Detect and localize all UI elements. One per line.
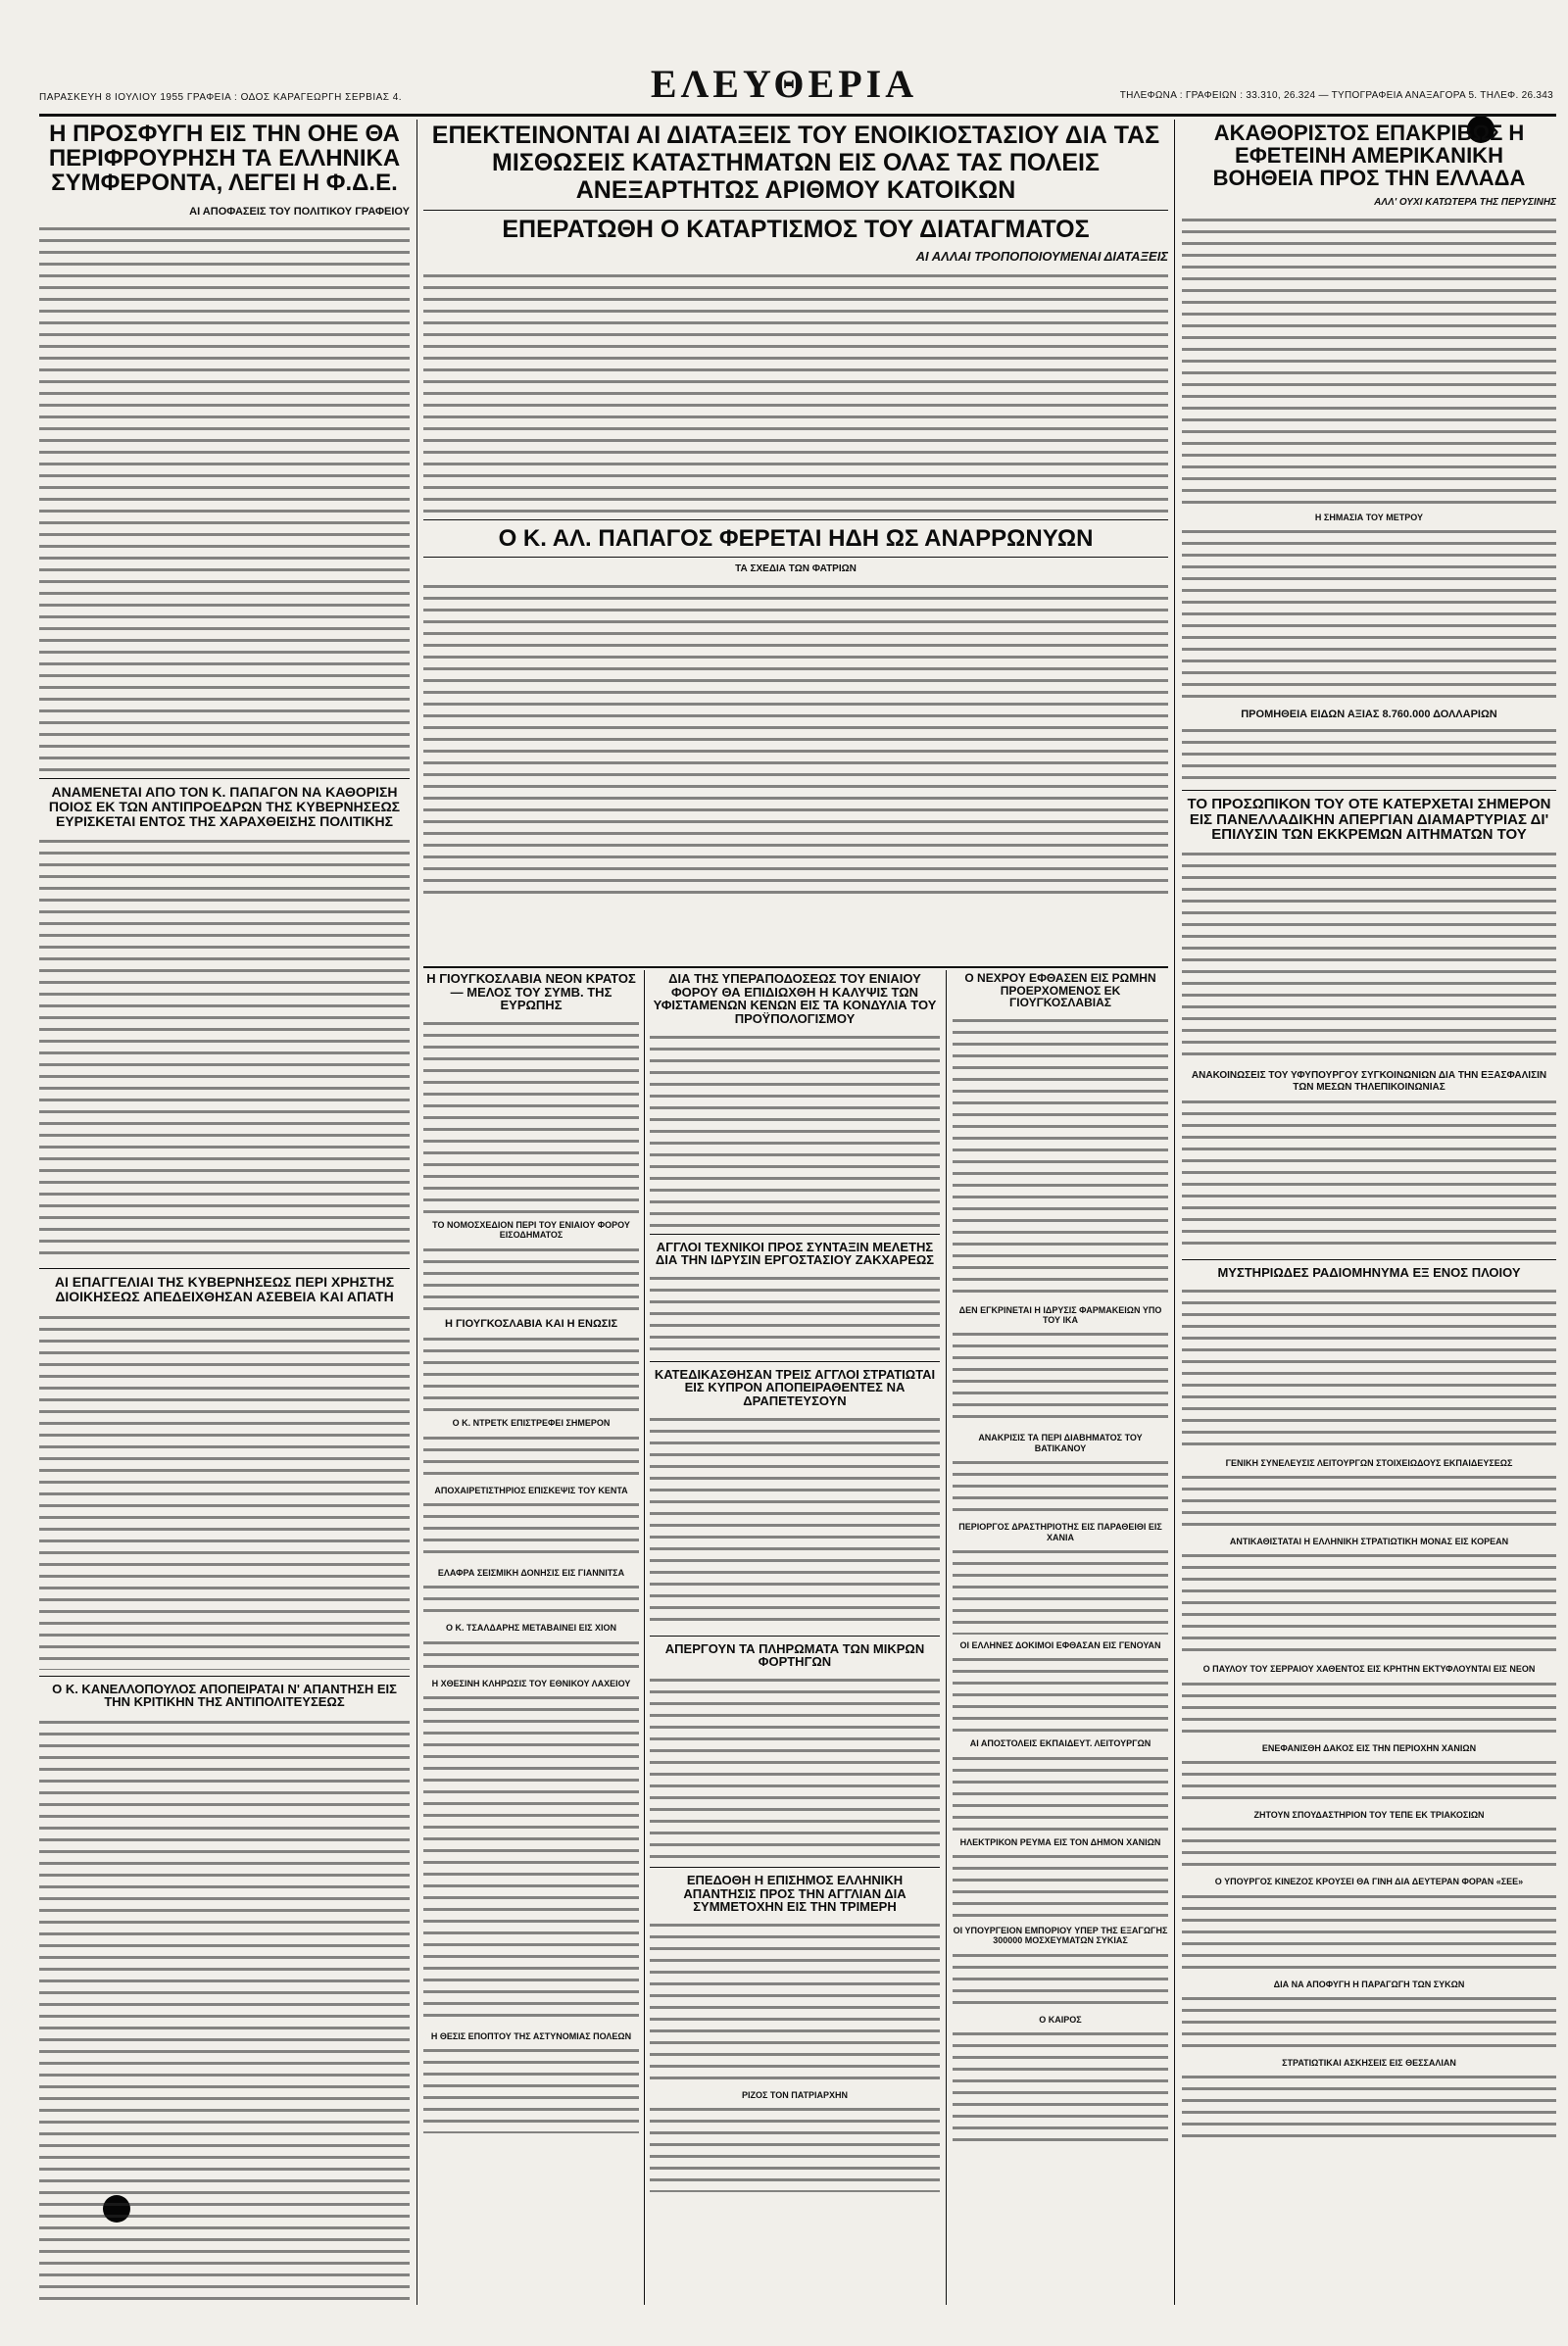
subhead-kenta: ΑΠΟΧΑΙΡΕΤΙΣΤΗΡΙΟΣ ΕΠΙΣΚΕΨΙΣ ΤΟΥ ΚΕΝΤΑ xyxy=(434,1485,628,1495)
article-body xyxy=(1182,1824,1556,1871)
subhead-perysinis: ΑΛΛ' ΟΥΧΙ ΚΑΤΩΤΕΡΑ ΤΗΣ ΠΕΡΥΣΙΝΗΣ xyxy=(1374,197,1556,209)
article-body xyxy=(1182,725,1556,784)
article-body xyxy=(953,1950,1168,2009)
subhead-patriarchis: ΡΙΖΟΣ ΤΟΝ ΠΑΤΡΙΑΡΧΗΝ xyxy=(742,2089,848,2100)
headline-anamenetai-papagon: ΑΝΑΜΕΝΕΤΑΙ ΑΠΟ ΤΟΝ Κ. ΠΑΠΑΓΟΝ ΝΑ ΚΑΘΟΡΙΣΗ ΠΟΙΟΣ ΕΚ ΤΩΝ ΑΝΤΙΠΡΟΕΔΡΩΝ ΤΗΣ ΚΥΒΕΡΝΗΣΕΩΣ ΕΥΡΙΣΚΕΤΑΙ ΕΝΤΟΣ ΤΗΣ ΧΑΡΑΧΘΕΙΣΗΣ ΠΟΛΙΤΙΚΗΣ xyxy=(48,784,401,829)
divider xyxy=(423,210,1168,211)
headline-fortigon: ΑΠΕΡΓΟΥΝ ΤΑ ΠΛΗΡΩΜΑΤΑ ΤΩΝ ΜΙΚΡΩΝ ΦΟΡΤΗΓΩΝ xyxy=(664,1640,925,1670)
article-body xyxy=(953,1015,1168,1299)
article-body xyxy=(1182,1097,1556,1253)
article-body xyxy=(423,2045,639,2133)
article-body xyxy=(953,1457,1168,1516)
article-body xyxy=(650,1675,940,1861)
article-body xyxy=(1182,849,1556,1064)
subhead-allai-diataxeis: ΑΙ ΑΛΛΑΙ ΤΡΟΠΟΠΟΙΟΥΜΕΝΑΙ ΔΙΑΤΑΞΕΙΣ xyxy=(915,249,1168,265)
subhead-ntretk: Ο Κ. ΝΤΡΕΤΚ ΕΠΙΣΤΡΕΦΕΙ ΣΗΜΕΡΟΝ xyxy=(452,1418,611,1429)
divider xyxy=(650,1361,940,1362)
masthead-phones: ΤΗΛΕΦΩΝΑ : ΓΡΑΦΕΙΩΝ : 33.310, 26.324 — ΤΥΠΟΓΡΑΦΕΙΑ ΑΝΑΞΑΓΟΡΑ 5. ΤΗΛΕΦ. 26.343 xyxy=(1119,90,1553,101)
subhead-chania: ΠΕΡΙΟΡΓΟΣ ΔΡΑΣΤΗΡΙΟΤΗΣ ΕΙΣ ΠΑΡΑΘΕΙΘΙ ΕΙΣ ΧΑΝΙΑ xyxy=(958,1522,1162,1542)
article-body xyxy=(423,1018,639,1214)
center-rule xyxy=(423,966,1168,968)
article-body xyxy=(423,581,1168,895)
divider xyxy=(39,1676,410,1677)
newspaper-title: ΕΛΕΥΘΕΡΙΑ xyxy=(650,62,918,106)
weather-body xyxy=(953,2028,1168,2146)
masthead-rule xyxy=(39,114,1556,117)
article-body xyxy=(650,1032,940,1228)
article-body xyxy=(1182,1891,1556,1974)
divider xyxy=(650,1867,940,1868)
subhead-thessalian: ΣΤΡΑΤΙΩΤΙΚΑΙ ΑΣΚΗΣΕΙΣ ΕΙΣ ΘΕΣΣΑΛΙΑΝ xyxy=(1282,2058,1456,2069)
subhead-vatikanou: ΑΝΑΚΡΙΣΙΣ ΤΑ ΠΕΡΙ ΔΙΑΒΗΜΑΤΟΣ ΤΟΥ ΒΑΤΙΚΑΝΟΥ xyxy=(978,1433,1143,1453)
headline-gioygkoslavia-neon-kratos: Η ΓΙΟΥΓΚΟΣΛΑΒΙΑ ΝΕΟΝ ΚΡΑΤΟΣ — ΜΕΛΟΣ ΤΟΥ ΣΥΜΒ. ΤΗΣ ΕΥΡΩΠΗΣ xyxy=(426,972,636,1013)
article-body xyxy=(1182,1679,1556,1737)
center-top xyxy=(423,122,1168,966)
subhead-nomoschedion: ΤΟ ΝΟΜΟΣΧΕΔΙΟΝ ΠΕΡΙ ΤΟΥ ΕΝΙΑΙΟΥ ΦΟΡΟΥ ΕΙΣΟΔΗΜΑΤΟΣ xyxy=(432,1219,630,1241)
masthead xyxy=(39,61,1553,112)
divider xyxy=(650,1636,940,1637)
masthead-date-address: ΠΑΡΑΣΚΕΥΗ 8 ΙΟΥΛΙΟΥ 1955 ΓΡΑΦΕΙΑ : ΟΔΟΣ ΚΑΡΑΓΕΩΡΓΗ ΣΕΡΒΙΑΣ 4. xyxy=(39,92,403,103)
article-body xyxy=(423,1499,639,1562)
article-body xyxy=(39,1312,410,1670)
headline-amerikaniki-voitheia: ΑΚΑΘΟΡΙΣΤΟΣ ΕΠΑΚΡΙΒΩΣ Η ΕΦΕΤΕΙΝΗ ΑΜΕΡΙΚΑΝΙΚΗ ΒΟΗΘΕΙΑ ΠΡΟΣ ΤΗΝ ΕΛΛΑΔΑ xyxy=(1212,122,1526,191)
article-body xyxy=(423,270,1168,513)
article-body xyxy=(39,1717,410,2307)
subhead-farmakeion: ΔΕΝ ΕΓΚΡΙΝΕΤΑΙ Η ΙΔΡΥΣΙΣ ΦΑΡΜΑΚΕΙΩΝ ΥΠΟ ΤΟΥ ΙΚΑ xyxy=(958,1304,1162,1326)
article-body xyxy=(423,1433,639,1480)
column-center-left xyxy=(423,972,639,2305)
article-body xyxy=(953,1329,1168,1427)
subhead-dakos: ΕΝΕΦΑΝΙΣΘΗ ΔΑΚΟΣ ΕΙΣ ΤΗΝ ΠΕΡΙΟΧΗΝ ΧΑΝΙΩΝ xyxy=(1261,1742,1477,1753)
subhead-kinezos: Ο ΥΠΟΥΡΓΟΣ ΚΙΝΕΖΟΣ ΚΡΟΥΣΕΙ ΘΑ ΓΙΝΗ ΔΙΑ ΔΕΥΤΕΡΑΝ ΦΟΡΑΝ «ΣΕΕ» xyxy=(1214,1877,1524,1887)
subhead-korea: ΑΝΤΙΚΑΘΙΣΤΑΤΑΙ Η ΕΛΛΗΝΙΚΗ ΣΤΡΑΤΙΩΤΙΚΗ ΜΟΝΑΣ ΕΙΣ ΚΟΡΕΑΝ xyxy=(1229,1537,1509,1546)
article-body xyxy=(1182,526,1556,703)
divider xyxy=(39,778,410,779)
article-body xyxy=(423,1582,639,1617)
subhead-schedia-fatrion: ΤΑ ΣΧΕΔΙΑ ΤΩΝ ΦΑΤΡΙΩΝ xyxy=(735,563,857,575)
article-body xyxy=(1182,1757,1556,1804)
article-body xyxy=(423,1245,639,1313)
headline-nechrou: Ο ΝΕΧΡΟΥ ΕΦΘΑΣΕΝ ΕΙΣ ΡΩΜΗΝ ΠΡΟΕΡΧΟΜΕΝΟΣ ΕΚ ΓΙΟΥΓΚΟΣΛΑΒΙΑΣ xyxy=(964,972,1156,1010)
headline-kypros-stratiotai: ΚΑΤΕΔΙΚΑΣΘΗΣΑΝ ΤΡΕΙΣ ΑΓΓΛΟΙ ΣΤΡΑΤΙΩΤΑΙ ΕΙΣ ΚΥΠΡΟΝ ΑΠΟΠΕΙΡΑΘΕΝΤΕΣ ΝΑ ΔΡΑΠΕΤΕΥΣΟΥΝ xyxy=(654,1366,936,1409)
article-body xyxy=(423,1637,639,1673)
subhead-moscheymaton: ΟΙ ΥΠΟΥΡΓΕΙΟΝ ΕΜΠΟΡΙΟΥ ΥΠΕΡ ΤΗΣ ΕΞΑΓΩΓΗΣ 300000 ΜΟΣΧΕΥΜΑΤΩΝ ΣΥΚΙΑΣ xyxy=(953,1925,1168,1946)
divider xyxy=(1182,790,1556,791)
column-rule-3 xyxy=(644,970,645,2305)
article-body xyxy=(1182,2072,1556,2140)
article-body xyxy=(953,1851,1168,1920)
subhead-laxeio: Η ΧΘΕΣΙΝΗ ΚΛΗΡΩΣΙΣ ΤΟΥ ΕΘΝΙΚΟΥ ΛΑΧΕΙΟΥ xyxy=(431,1678,631,1688)
article-body xyxy=(39,836,410,1262)
headline-radiominima: ΜΥΣΤΗΡΙΩΔΕΣ ΡΑΔΙΟΜΗΝΥΜΑ ΕΞ ΕΝΟΣ ΠΛΟΙΟΥ xyxy=(1217,1265,1521,1281)
column-left xyxy=(39,122,410,2307)
article-body xyxy=(650,2104,940,2192)
divider xyxy=(39,1268,410,1269)
headline-ote-apergia: ΤΟ ΠΡΟΣΩΠΙΚΟΝ ΤΟΥ ΟΤΕ ΚΑΤΕΡΧΕΤΑΙ ΣΗΜΕΡΟΝ ΕΙΣ ΠΑΝΕΛΛΑΔΙΚΗΝ ΑΠΕΡΓΙΑΝ ΔΙΑΜΑΡΤΥΡΙΑΣ ΔΙ' ΕΠΙΛΥΣΙΝ ΤΩΝ ΕΚΚΡΕΜΩΝ ΑΙΤΗΜΑΤΩΝ ΤΟΥ xyxy=(1187,795,1551,844)
column-rule-1 xyxy=(416,120,417,2305)
lottery-results xyxy=(423,1692,639,2026)
divider xyxy=(423,557,1168,558)
subhead-sykon: ΔΙΑ ΝΑ ΑΠΟΦΥΓΗ Η ΠΑΡΑΓΩΓΗ ΤΩΝ ΣΥΚΩΝ xyxy=(1273,1979,1465,1989)
headline-diatagmatos: ΕΠΕΡΑΤΩΘΗ Ο ΚΑΤΑΡΤΙΣΜΟΣ ΤΟΥ ΔΙΑΤΑΓΜΑΤΟΣ xyxy=(502,216,1090,243)
subhead-simasia-metrou: Η ΣΗΜΑΣΙΑ ΤΟΥ ΜΕΤΡΟΥ xyxy=(1314,512,1424,522)
subhead-genouan: ΟΙ ΕΛΛΗΝΕΣ ΔΟΚΙΜΟΙ ΕΦΘΑΣΑΝ ΕΙΣ ΓΕΝΟΥΑΝ xyxy=(959,1639,1161,1650)
divider xyxy=(423,519,1168,520)
column-center-middle xyxy=(650,972,940,2305)
column-center-right xyxy=(953,972,1168,2305)
column-right xyxy=(1182,122,1556,2307)
subhead-seismos: ΕΛΑΦΡΑ ΣΕΙΣΜΙΚΗ ΔΟΝΗΣΙΣ ΕΙΣ ΓΙΑΝΝΙΤΣΑ xyxy=(437,1567,625,1578)
article-body xyxy=(650,1414,940,1630)
headline-gioygkoslavia-enosis: Η ΓΙΟΥΓΚΟΣΛΑΒΙΑ ΚΑΙ Η ΕΝΩΣΙΣ xyxy=(444,1317,618,1330)
headline-epaggeliai-kyverniseos: ΑΙ ΕΠΑΓΓΕΛΙΑΙ ΤΗΣ ΚΥΒΕΡΝΗΣΕΩΣ ΠΕΡΙ ΧΡΗΣΤΗΣ ΔΙΟΙΚΗΣΕΩΣ ΑΠΕΔΕΙΧΘΗΣΑΝ ΑΣΕΒΕΙΑ ΚΑΙ ΑΠΑΤΗ xyxy=(54,1274,395,1304)
headline-trimeri: ΕΠΕΔΟΘΗ Η ΕΠΙΣΗΜΟΣ ΕΛΛΗΝΙΚΗ ΑΠΑΝΤΗΣΙΣ ΠΡΟΣ ΤΗΝ ΑΓΓΛΙΑΝ ΔΙΑ ΣΥΜΜΕΤΟΧΗΝ ΕΙΣ ΤΗΝ ΤΡΙΜΕΡΗ xyxy=(683,1873,906,1915)
subhead-synelefsis: ΓΕΝΙΚΗ ΣΥΝΕΛΕΥΣΙΣ ΛΕΙΤΟΥΡΓΩΝ ΣΤΟΙΧΕΙΩΔΟΥΣ ΕΚΠΑΙΔΕΥΣΕΩΣ xyxy=(1225,1457,1513,1468)
headline-enaiou-forou: ΔΙΑ ΤΗΣ ΥΠΕΡΑΠΟΔΟΣΕΩΣ ΤΟΥ ΕΝΙΑΙΟΥ ΦΟΡΟΥ ΘΑ ΕΠΙΔΙΩΧΘΗ Η ΚΑΛΥΨΙΣ ΤΩΝ ΥΦΙΣΤΑΜΕΝΩΝ ΚΕΝΩΝ ΕΙΣ ΤΑ ΚΟΝΔΥΛΙΑ ΤΟΥ ΠΡΟΫΠΟΛΟΓΙΣΜΟΥ xyxy=(653,972,937,1026)
subhead-ekpaideyt: ΑΙ ΑΠΟΣΤΟΛΕΙΣ ΕΚΠΑΙΔΕΥΤ. ΛΕΙΤΟΥΡΓΩΝ xyxy=(969,1738,1152,1749)
subhead-reyma: ΗΛΕΚΤΡΙΚΟΝ ΡΕΥΜΑ ΕΙΣ ΤΟΝ ΔΗΜΟΝ ΧΑΝΙΩΝ xyxy=(959,1836,1161,1847)
subhead-serraiou: Ο ΠΑΥΛΟΥ ΤΟΥ ΣΕΡΡΑΙΟΥ ΧΑΘΕΝΤΟΣ ΕΙΣ ΚΡΗΤΗΝ ΕΚΤΥΦΛΟΥΝΤΑΙ ΕΙΣ ΝΕΟΝ xyxy=(1202,1664,1536,1675)
subhead-epoptou: Η ΘΕΣΙΣ ΕΠΟΠΤΟΥ ΤΗΣ ΑΣΤΥΝΟΜΙΑΣ ΠΟΛΕΩΝ xyxy=(430,2030,632,2041)
headline-kanellopoulos: Ο Κ. ΚΑΝΕΛΛΟΠΟΥΛΟΣ ΑΠΟΠΕΙΡΑΤΑΙ Ν' ΑΠΑΝΤΗΣΗ ΕΙΣ ΤΗΝ ΚΡΙΤΙΚΗΝ ΤΗΣ ΑΝΤΙΠΟΛΙΤΕΥΣΕΩΣ xyxy=(52,1681,397,1710)
subhead-tsaldaris: Ο Κ. ΤΣΑΛΔΑΡΗΣ ΜΕΤΑΒΑΙΝΕΙ ΕΙΣ ΧΙΟΝ xyxy=(445,1623,616,1634)
headline-enoikiostasio: ΕΠΕΚΤΕΙΝΟΝΤΑΙ ΑΙ ΔΙΑΤΑΞΕΙΣ ΤΟΥ ΕΝΟΙΚΙΟΣΤΑΣΙΟΥ ΔΙΑ ΤΑΣ ΜΙΣΘΩΣΕΙΣ ΚΑΤΑΣΤΗΜΑΤΩΝ ΕΙΣ ΟΛΑΣ ΤΑΣ ΠΟΛΕΙΣ ΑΝΕΞΑΡΤΗΤΩΣ ΑΡΙΘΜΟΥ ΚΑΤΟΙΚΩΝ xyxy=(431,122,1160,204)
article-body xyxy=(1182,1993,1556,2052)
divider xyxy=(650,1234,940,1235)
subhead-promitheia: ΠΡΟΜΗΘΕΙΑ ΕΙΔΩΝ ΑΞΙΑΣ 8.760.000 ΔΟΛΛΑΡΙΩΝ xyxy=(1241,709,1497,721)
subhead-tilepikoinonias: ΑΝΑΚΟΙΝΩΣΕΙΣ ΤΟΥ ΥΦΥΠΟΥΡΓΟΥ ΣΥΓΚΟΙΝΩΝΙΩΝ ΔΙΑ ΤΗΝ ΕΞΑΣΦΑΛΙΣΙΝ ΤΩΝ ΜΕΣΩΝ ΤΗΛΕΠΙΚΟΙΝΩΝΙΑΣ xyxy=(1191,1070,1547,1093)
subhead-tepe: ΖΗΤΟΥΝ ΣΠΟΥΔΑΣΤΗΡΙΟΝ ΤΟΥ ΤΕΠΕ ΕΚ ΤΡΙΑΚΟΣΙΩΝ xyxy=(1253,1810,1485,1821)
headline-zakchareos: ΑΓΓΛΟΙ ΤΕΧΝΙΚΟΙ ΠΡΟΣ ΣΥΝΤΑΞΙΝ ΜΕΛΕΤΗΣ ΔΙΑ ΤΗΝ ΙΔΡΥΣΙΝ ΕΡΓΟΣΤΑΣΙΟΥ ΖΑΚΧΑΡΕΩΣ xyxy=(655,1239,935,1268)
article-body xyxy=(953,1546,1168,1635)
article-body xyxy=(1182,1286,1556,1452)
article-body xyxy=(650,1273,940,1355)
article-body xyxy=(1182,1472,1556,1531)
column-rule-4 xyxy=(946,970,947,2305)
subhead-kairos: Ο ΚΑΙΡΟΣ xyxy=(1039,2014,1082,2025)
article-body xyxy=(1182,215,1556,509)
divider xyxy=(1182,1259,1556,1260)
article-body xyxy=(953,1654,1168,1733)
article-body xyxy=(39,223,410,772)
article-body xyxy=(423,1334,639,1412)
article-body xyxy=(953,1753,1168,1832)
column-rule-2 xyxy=(1174,120,1175,2305)
article-body xyxy=(1182,1550,1556,1658)
subhead-politiko-grafeio: ΑΙ ΑΠΟΦΑΣΕΙΣ ΤΟΥ ΠΟΛΙΤΙΚΟΥ ΓΡΑΦΕΙΟΥ xyxy=(189,205,410,218)
article-body xyxy=(650,1920,940,2086)
headline-papagos-anarronyon: Ο Κ. ΑΛ. ΠΑΠΑΓΟΣ ΦΕΡΕΤΑΙ ΗΔΗ ΩΣ ΑΝΑΡΡΩΝΥΩΝ xyxy=(498,525,1094,553)
headline-prosfygi-ohe: Η ΠΡΟΣΦΥΓΗ ΕΙΣ ΤΗΝ ΟΗΕ ΘΑ ΠΕΡΙΦΡΟΥΡΗΣΗ ΤΑ ΕΛΛΗΝΙΚΑ ΣΥΜΦΕΡΟΝΤΑ, ΛΕΓΕΙ Η Φ.Δ.Ε. xyxy=(48,122,401,197)
